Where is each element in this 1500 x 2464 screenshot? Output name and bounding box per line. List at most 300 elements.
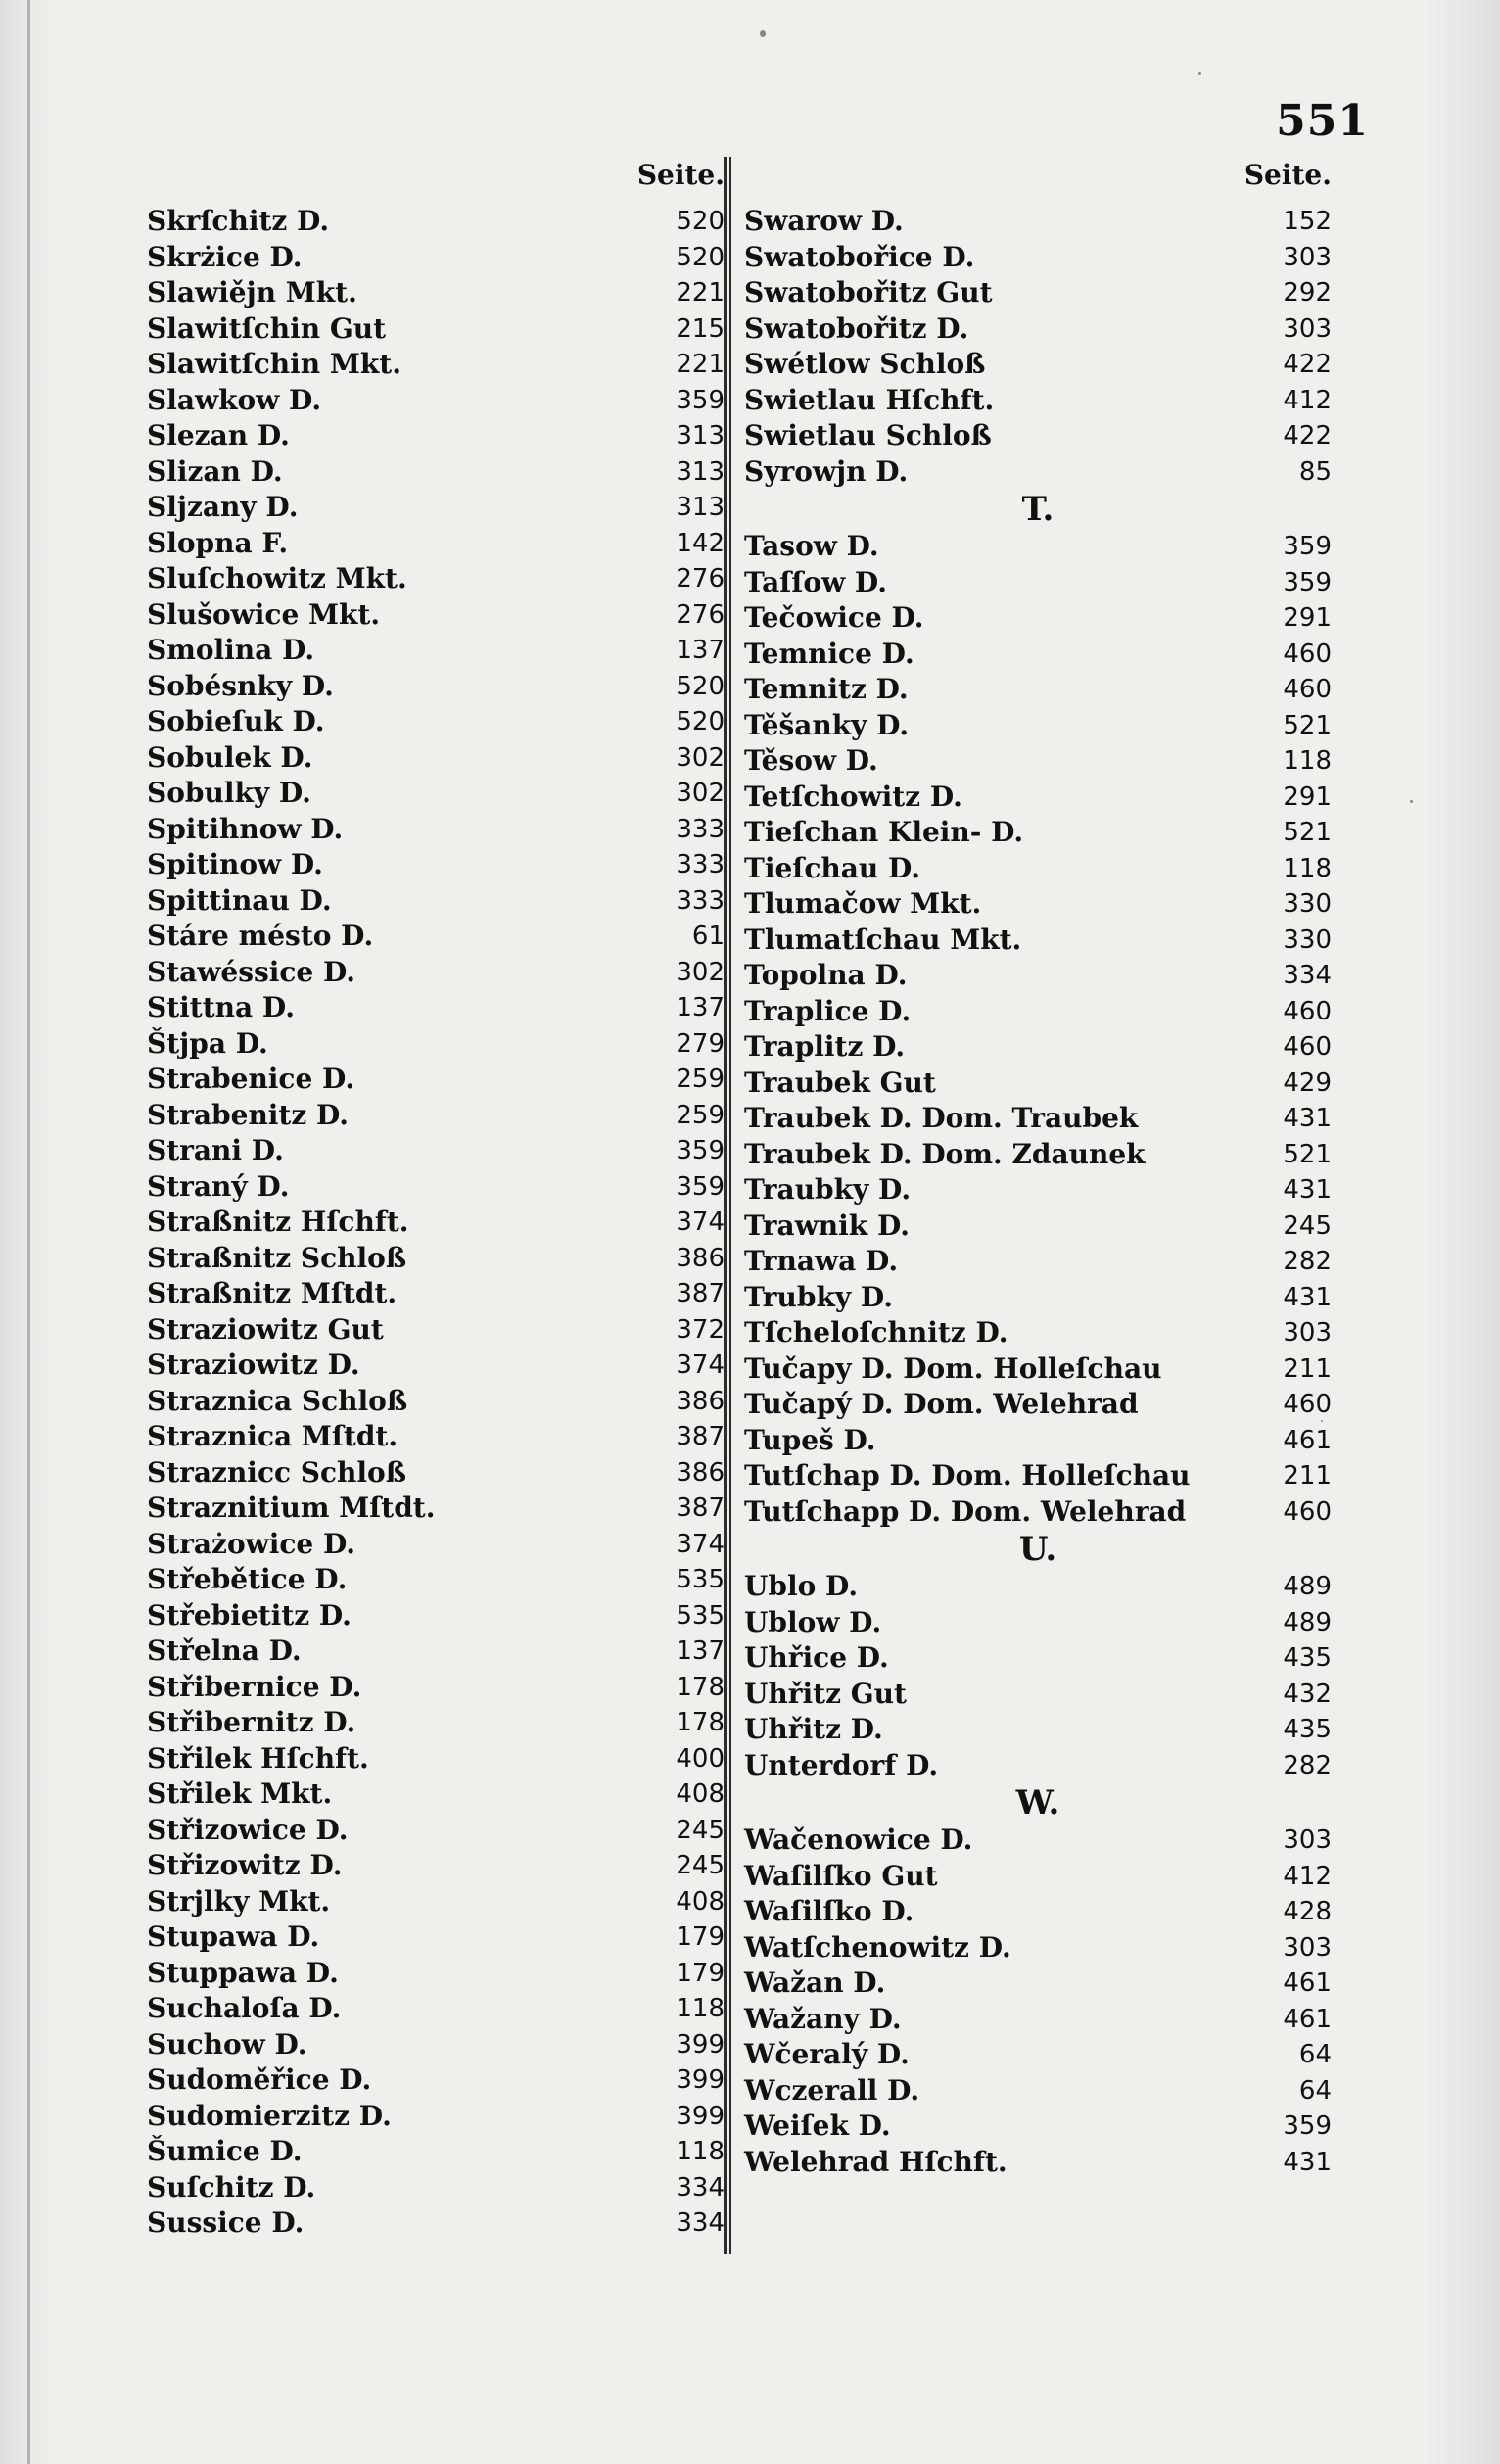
- entry-page-number: 422: [1283, 350, 1332, 379]
- entry-place-name: Smolina D.: [147, 634, 315, 666]
- index-entry: [147, 1455, 725, 1492]
- entry-page-number: 387: [676, 1279, 725, 1308]
- index-entry: [147, 1884, 725, 1920]
- index-entry: [744, 311, 1332, 348]
- entry-page-number: 535: [676, 1600, 725, 1631]
- entry-place-name: Střibernice D.: [147, 1670, 362, 1703]
- entry-place-name: Topolna D.: [744, 959, 908, 991]
- index-entry: [147, 812, 725, 848]
- entry-page-number: 211: [1283, 1353, 1332, 1384]
- entry-place-name: Wažany D.: [744, 2002, 902, 2035]
- entry-page-number: 178: [676, 1708, 725, 1737]
- entry-place-name: Ublo D.: [744, 1570, 859, 1602]
- index-entry: [744, 851, 1332, 887]
- entry-page-number: 460: [1283, 639, 1332, 669]
- entry-place-name: Straznitium Mſtdt.: [147, 1492, 436, 1524]
- entry-place-name: Strabenitz D.: [147, 1098, 350, 1131]
- index-entry: [744, 1859, 1332, 1895]
- entry-place-name: Stuppawa D.: [147, 1956, 339, 1989]
- entry-page-number: 211: [1283, 1461, 1332, 1491]
- entry-page-number: 291: [1283, 782, 1332, 812]
- index-entry: [147, 990, 725, 1026]
- index-entry: [744, 1930, 1332, 1966]
- index-entry: [744, 600, 1332, 637]
- index-entry: [147, 1098, 725, 1134]
- index-entry: [744, 1315, 1332, 1351]
- page-edge-shadow: [27, 0, 30, 2464]
- entry-place-name: Swarow D.: [744, 205, 904, 237]
- entry-page-number: 521: [1283, 818, 1332, 847]
- entry-place-name: Wczerall D.: [744, 2073, 920, 2107]
- entry-place-name: Šumice D.: [147, 2135, 303, 2167]
- entry-place-name: Tutſchap D. Dom. Holleſchau: [744, 1459, 1191, 1492]
- entry-place-name: Suchaloſa D.: [147, 1992, 342, 2024]
- index-entry: [147, 740, 725, 777]
- entry-page-number: 399: [676, 2029, 725, 2060]
- entry-place-name: Swatobořice D.: [744, 240, 975, 273]
- index-entry: [744, 1640, 1332, 1677]
- entry-place-name: Střilek Hſchft.: [147, 1741, 369, 1775]
- index-entry: [744, 565, 1332, 601]
- index-entry: [147, 1670, 725, 1706]
- entry-page-number: 221: [676, 350, 725, 379]
- index-entry: [147, 1026, 725, 1063]
- entry-place-name: Slopna F.: [147, 526, 289, 559]
- index-entry: [744, 383, 1332, 419]
- index-entry: [744, 347, 1332, 383]
- entry-place-name: Spittinau D.: [147, 883, 332, 917]
- entry-place-name: Sussice D.: [147, 2206, 305, 2239]
- entry-page-number: 61: [691, 922, 725, 951]
- entry-page-number: 489: [1283, 1607, 1332, 1637]
- entry-place-name: Traubek D. Dom. Traubek: [744, 1102, 1139, 1134]
- entry-page-number: 429: [1283, 1067, 1332, 1098]
- index-entry: [147, 347, 725, 383]
- entry-page-number: 460: [1283, 996, 1332, 1026]
- entry-page-number: 520: [676, 242, 725, 272]
- index-entry: [147, 490, 725, 526]
- entry-place-name: Wačenowice D.: [744, 1824, 973, 1856]
- index-entry: [147, 526, 725, 562]
- entry-place-name: Tſcheloſchnitz D.: [744, 1316, 1008, 1349]
- index-entry: [744, 672, 1332, 708]
- index-entry: [147, 1205, 725, 1241]
- index-entry: [147, 1384, 725, 1420]
- index-entry: [744, 1208, 1332, 1245]
- entry-page-number: 386: [676, 1386, 725, 1416]
- entry-place-name: Střizowice D.: [147, 1813, 349, 1846]
- index-entry: [744, 743, 1332, 780]
- index-entry: [147, 1705, 725, 1741]
- entry-place-name: Traubek D. Dom. Zdaunek: [744, 1137, 1146, 1170]
- paper-speck: [1198, 72, 1201, 75]
- index-entry: [744, 2073, 1332, 2109]
- entry-page-number: 303: [1283, 313, 1332, 344]
- entry-page-number: 387: [676, 1493, 725, 1523]
- index-entry: [147, 1169, 725, 1206]
- entry-place-name: Straznica Mſtdt.: [147, 1420, 398, 1452]
- index-entry: [744, 780, 1332, 816]
- entry-page-number: 372: [676, 1314, 725, 1345]
- entry-page-number: 520: [676, 707, 725, 736]
- entry-place-name: Watſchenowitz D.: [744, 1930, 1011, 1964]
- index-entry: [147, 454, 725, 491]
- entry-page-number: 359: [1283, 567, 1332, 597]
- index-entry: [147, 776, 725, 812]
- entry-page-number: 422: [1283, 421, 1332, 450]
- entry-place-name: Suſchitz D.: [147, 2170, 316, 2203]
- entry-place-name: Slezan D.: [147, 419, 290, 451]
- entry-page-number: 428: [1283, 1897, 1332, 1926]
- entry-page-number: 245: [676, 1815, 725, 1845]
- index-entry: [147, 1777, 725, 1813]
- entry-page-number: 333: [676, 814, 725, 844]
- entry-place-name: Wčeralý D.: [744, 2038, 910, 2070]
- entry-page-number: 535: [676, 1565, 725, 1594]
- index-entry: [744, 1101, 1332, 1137]
- index-entry: [147, 2062, 725, 2099]
- entry-place-name: Sljzany D.: [147, 491, 299, 523]
- entry-page-number: 460: [1283, 1496, 1332, 1527]
- page-column-header: Seite.: [636, 159, 725, 191]
- index-entry: [744, 1966, 1332, 2002]
- index-entry: [744, 958, 1332, 994]
- entry-page-number: 118: [676, 2137, 725, 2166]
- entry-place-name: Trnawa D.: [744, 1245, 899, 1277]
- entry-place-name: Trubky D.: [744, 1280, 893, 1313]
- index-entry: [147, 1276, 725, 1312]
- entry-place-name: Straßnitz Mſtdt.: [147, 1277, 398, 1309]
- entry-place-name: Slawitſchin Gut: [147, 311, 387, 345]
- index-entry: [147, 1991, 725, 2027]
- entry-page-number: 259: [676, 1065, 725, 1094]
- entry-place-name: Sobieſuk D.: [147, 705, 325, 737]
- entry-place-name: Slušowice Mkt.: [147, 597, 381, 631]
- index-entry: [147, 669, 725, 705]
- entry-page-number: 330: [1283, 889, 1332, 919]
- entry-place-name: Strani D.: [147, 1134, 284, 1166]
- entry-page-number: 374: [676, 1208, 725, 1237]
- entry-page-number: 178: [676, 1672, 725, 1702]
- entry-place-name: Swatobořitz D.: [744, 311, 969, 345]
- index-entry: [147, 1848, 725, 1884]
- entry-place-name: Traubky D.: [744, 1173, 912, 1206]
- entry-page-number: 137: [676, 1636, 725, 1666]
- entry-page-number: 333: [676, 885, 725, 916]
- entry-page-number: 282: [1283, 1247, 1332, 1276]
- index-entry: [744, 1677, 1332, 1713]
- index-entry: [744, 240, 1332, 276]
- entry-place-name: Štjpa D.: [147, 1026, 268, 1060]
- entry-page-number: 461: [1283, 2004, 1332, 2034]
- index-entry: [147, 1919, 725, 1956]
- index-entry: [744, 529, 1332, 565]
- entry-place-name: Unterdorf D.: [744, 1748, 939, 1781]
- entry-place-name: Straziowitz Gut: [147, 1312, 384, 1346]
- entry-page-number: 333: [676, 850, 725, 879]
- index-entry: [147, 2134, 725, 2170]
- index-entry: [744, 1823, 1332, 1859]
- entry-page-number: 520: [676, 207, 725, 236]
- index-entry: [744, 1066, 1332, 1102]
- entry-page-number: 142: [676, 528, 725, 558]
- entry-page-number: 137: [676, 636, 725, 665]
- index-entry: [744, 2037, 1332, 2073]
- entry-place-name: Straßnitz Schloß: [147, 1241, 407, 1274]
- entry-place-name: Těšanky D.: [744, 708, 910, 741]
- entry-place-name: Slizan D.: [147, 454, 283, 488]
- entry-page-number: 118: [1283, 746, 1332, 776]
- entry-page-number: 282: [1283, 1750, 1332, 1780]
- section-letter-heading: T.: [1021, 490, 1055, 529]
- index-entry: [147, 1133, 725, 1169]
- entry-place-name: Tlumatſchau Mkt.: [744, 923, 1022, 956]
- entry-page-number: 334: [1283, 961, 1332, 990]
- entry-place-name: Tieſchan Klein- D.: [744, 816, 1024, 848]
- paper-speck: [760, 30, 766, 37]
- entry-page-number: 431: [1283, 1175, 1332, 1205]
- entry-page-number: 374: [676, 1529, 725, 1559]
- entry-place-name: Těsow D.: [744, 744, 878, 777]
- index-entry: [147, 204, 725, 240]
- index-entry: [744, 275, 1332, 311]
- paper-speck: [1410, 800, 1413, 803]
- entry-page-number: 303: [1283, 242, 1332, 272]
- section-letter-heading: W.: [1015, 1783, 1060, 1823]
- entry-place-name: Wažan D.: [744, 1966, 886, 1999]
- index-entry: [744, 637, 1332, 673]
- entry-page-number: 386: [676, 1457, 725, 1488]
- entry-page-number: 461: [1283, 1425, 1332, 1455]
- index-entry: [147, 1348, 725, 1384]
- entry-place-name: Ublow D.: [744, 1605, 882, 1638]
- entry-page-number: 435: [1283, 1715, 1332, 1744]
- index-entry: [744, 1137, 1332, 1173]
- index-entry: [744, 1605, 1332, 1641]
- entry-page-number: 359: [676, 1171, 725, 1202]
- entry-place-name: Spitihnow D.: [147, 812, 344, 845]
- entry-place-name: Temnice D.: [744, 637, 914, 670]
- entry-page-number: 399: [676, 2065, 725, 2095]
- entry-page-number: 461: [1283, 1968, 1332, 1998]
- entry-place-name: Tečowice D.: [744, 601, 924, 634]
- index-entry: [147, 1419, 725, 1455]
- right-entry-list: [744, 204, 1332, 2180]
- entry-page-number: 400: [676, 1743, 725, 1774]
- entry-page-number: 431: [1283, 1104, 1332, 1133]
- entry-place-name: Slawitſchin Mkt.: [147, 348, 401, 380]
- index-entry: [147, 704, 725, 740]
- entry-page-number: 460: [1283, 1390, 1332, 1419]
- entry-place-name: Stawéssice D.: [147, 955, 356, 988]
- entry-place-name: Syrowjn D.: [744, 454, 909, 488]
- entry-place-name: Straznicc Schloß: [147, 1455, 407, 1489]
- entry-place-name: Stáre mésto D.: [147, 920, 374, 952]
- index-entry: [147, 919, 725, 955]
- entry-page-number: 291: [1283, 603, 1332, 633]
- entry-page-number: 303: [1283, 1932, 1332, 1963]
- entry-place-name: Traubek Gut: [744, 1066, 936, 1099]
- index-entry: [744, 1423, 1332, 1459]
- entry-page-number: 118: [676, 1994, 725, 2023]
- index-entry: [744, 454, 1332, 491]
- index-entry: [744, 1029, 1332, 1066]
- index-entry: [147, 383, 725, 419]
- index-entry: [147, 955, 725, 991]
- entry-page-number: 330: [1283, 924, 1332, 955]
- entry-page-number: 85: [1298, 456, 1332, 487]
- entry-place-name: Swétlow Schloß: [744, 348, 986, 380]
- entry-place-name: Strjlky Mkt.: [147, 1884, 331, 1918]
- entry-place-name: Stittna D.: [147, 991, 295, 1023]
- entry-place-name: Skrſchitz D.: [147, 205, 330, 237]
- index-entry: [744, 2002, 1332, 2038]
- index-entry: [744, 994, 1332, 1030]
- index-entry: [147, 1741, 725, 1777]
- index-entry: [147, 1634, 725, 1670]
- entry-place-name: Tasow D.: [744, 530, 879, 562]
- entry-place-name: Waſilſko Gut: [744, 1859, 938, 1892]
- entry-place-name: Tutſchapp D. Dom. Welehrad: [744, 1494, 1187, 1528]
- entry-place-name: Střibernitz D.: [147, 1706, 356, 1738]
- index-entry: [744, 815, 1332, 851]
- entry-page-number: 412: [1283, 385, 1332, 415]
- entry-page-number: 215: [676, 313, 725, 344]
- entry-place-name: Traplitz D.: [744, 1030, 906, 1063]
- entry-page-number: 435: [1283, 1643, 1332, 1673]
- entry-page-number: 279: [676, 1028, 725, 1059]
- entry-place-name: Traplice D.: [744, 994, 912, 1027]
- entry-page-number: 221: [676, 278, 725, 308]
- entry-place-name: Sudomierzitz D.: [147, 2099, 392, 2132]
- entry-page-number: 118: [1283, 853, 1332, 883]
- index-entry: [147, 2099, 725, 2135]
- index-entry: [744, 1458, 1332, 1494]
- index-entry: [147, 561, 725, 597]
- entry-page-number: 302: [676, 742, 725, 773]
- entry-page-number: 412: [1283, 1861, 1332, 1891]
- index-entry: [147, 1241, 725, 1277]
- entry-place-name: Sobulky D.: [147, 777, 311, 809]
- entry-place-name: Weiſek D.: [744, 2109, 891, 2142]
- index-entry: [744, 1280, 1332, 1316]
- entry-page-number: 374: [676, 1350, 725, 1380]
- entry-page-number: 460: [1283, 675, 1332, 704]
- index-entry: [744, 1494, 1332, 1531]
- entry-place-name: Tieſchau D.: [744, 851, 921, 884]
- page-number: 551: [1276, 96, 1369, 146]
- index-entry: [147, 1813, 725, 1849]
- index-entry: [744, 1748, 1332, 1784]
- index-entry: [147, 240, 725, 276]
- entry-place-name: Strabenice D.: [147, 1063, 355, 1095]
- entry-place-name: Taſſow D.: [744, 565, 887, 598]
- entry-page-number: 359: [1283, 2111, 1332, 2141]
- entry-place-name: Slawkow D.: [147, 383, 322, 416]
- entry-place-name: Uhřitz D.: [744, 1713, 883, 1745]
- index-entry: [744, 1894, 1332, 1930]
- column-divider: [724, 157, 731, 2254]
- entry-place-name: Stupawa D.: [147, 1920, 320, 1953]
- entry-place-name: Trawnik D.: [744, 1208, 910, 1242]
- index-entry: [147, 311, 725, 348]
- entry-page-number: 431: [1283, 2147, 1332, 2177]
- index-entry: [744, 418, 1332, 454]
- index-entry: [744, 2109, 1332, 2145]
- entry-page-number: 179: [676, 1922, 725, 1952]
- entry-place-name: Sluſchowitz Mkt.: [147, 562, 407, 594]
- entry-place-name: Střelna D.: [147, 1635, 302, 1667]
- entry-page-number: 303: [1283, 1825, 1332, 1855]
- entry-page-number: 64: [1298, 2040, 1332, 2069]
- entry-place-name: Welehrad Hſchft.: [744, 2145, 1008, 2178]
- entry-page-number: 302: [676, 779, 725, 808]
- entry-page-number: 137: [676, 993, 725, 1022]
- entry-page-number: 313: [676, 421, 725, 450]
- entry-place-name: Temnitz D.: [744, 673, 909, 705]
- entry-page-number: 179: [676, 1958, 725, 1988]
- entry-place-name: Střebietitz D.: [147, 1598, 352, 1632]
- entry-page-number: 520: [676, 671, 725, 701]
- entry-page-number: 64: [1298, 2075, 1332, 2106]
- entry-place-name: Uhřice D.: [744, 1641, 889, 1674]
- index-entry: [147, 633, 725, 669]
- entry-page-number: 432: [1283, 1679, 1332, 1709]
- entry-place-name: Tetſchowitz D.: [744, 780, 962, 813]
- entry-place-name: Spitinow D.: [147, 848, 323, 880]
- entry-page-number: 313: [676, 456, 725, 487]
- entry-page-number: 489: [1283, 1572, 1332, 1601]
- index-entry: [744, 923, 1332, 959]
- entry-page-number: 521: [1283, 710, 1332, 740]
- index-entry: [147, 597, 725, 634]
- index-entry: [744, 1172, 1332, 1208]
- index-entry: [744, 1244, 1332, 1280]
- entry-place-name: Sobulek D.: [147, 740, 313, 774]
- entry-page-number: 408: [676, 1886, 725, 1917]
- entry-place-name: Uhřitz Gut: [744, 1677, 907, 1710]
- index-entry: [147, 275, 725, 311]
- entry-place-name: Střizowitz D.: [147, 1849, 343, 1881]
- entry-place-name: Slawiějn Mkt.: [147, 276, 357, 308]
- index-entry: [147, 1598, 725, 1635]
- index-entry: [744, 1712, 1332, 1748]
- index-entry: [147, 1956, 725, 1992]
- entry-place-name: Strażowice D.: [147, 1527, 356, 1560]
- index-entry: [744, 1387, 1332, 1423]
- index-entry: [744, 886, 1332, 923]
- entry-page-number: 334: [676, 2208, 725, 2238]
- entry-page-number: 408: [676, 1779, 725, 1809]
- index-entry: [147, 1491, 725, 1527]
- entry-page-number: 521: [1283, 1139, 1332, 1169]
- entry-page-number: 359: [676, 1136, 725, 1165]
- entry-place-name: Tupeš D.: [744, 1423, 876, 1456]
- entry-page-number: 276: [676, 564, 725, 593]
- index-entry: [744, 204, 1332, 240]
- index-entry: [147, 2027, 725, 2063]
- entry-place-name: Tlumačow Mkt.: [744, 887, 982, 920]
- entry-page-number: 387: [676, 1422, 725, 1451]
- entry-place-name: Skrżice D.: [147, 240, 303, 273]
- index-entry: [744, 2145, 1332, 2181]
- left-entry-list: [147, 204, 725, 2242]
- entry-page-number: 431: [1283, 1282, 1332, 1312]
- index-entry: [147, 883, 725, 920]
- entry-place-name: Střilek Mkt.: [147, 1777, 333, 1810]
- entry-place-name: Tučapý D. Dom. Welehrad: [744, 1388, 1139, 1420]
- entry-place-name: Straznica Schloß: [147, 1384, 408, 1417]
